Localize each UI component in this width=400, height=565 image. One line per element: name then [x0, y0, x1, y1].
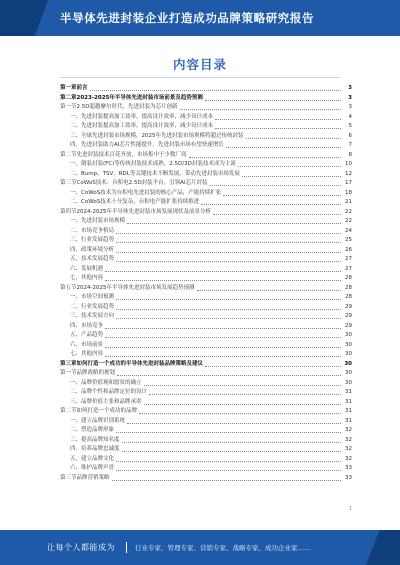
toc-entry-number: 一、: [70, 113, 82, 120]
toc-entry[interactable]: [60, 360, 352, 370]
toc-leader-dots: [105, 336, 341, 338]
toc-leader-dots: [139, 412, 341, 414]
toc-entry-page: 28: [345, 275, 352, 281]
toc-entry-page: 3: [348, 85, 352, 91]
toc-entry[interactable]: [60, 151, 352, 161]
toc-entry-title: 市场竞争格局: [81, 227, 115, 234]
toc-entry-number: 第一节: [60, 104, 77, 110]
toc-entry-number: 三、: [70, 436, 82, 443]
toc-entry-page: 24: [345, 227, 352, 234]
toc-entry-page: 22: [345, 208, 352, 215]
toc-entry[interactable]: [60, 170, 352, 180]
toc-entry-number: 一、: [70, 189, 82, 196]
toc-entry-page: 6: [348, 132, 352, 139]
toc-entry-number: 第四节: [60, 208, 77, 215]
toc-entry[interactable]: [60, 331, 352, 341]
report-title: 半导体先进封装企业打造成功品牌策略研究报告: [60, 11, 315, 25]
toc-entry-title: 如何打造一个成功的品牌: [76, 408, 138, 414]
toc-entry[interactable]: [60, 426, 352, 436]
toc-entry-title: 倒装封装(FC)等传统封装技术成熟，2.5D/3D封装技术成为主流: [81, 161, 236, 167]
toc-entry-page: 31: [345, 398, 352, 405]
toc-entry[interactable]: [60, 293, 352, 303]
toc-entry-title: 品牌战略的规划: [76, 370, 116, 376]
toc-entry[interactable]: [60, 284, 352, 294]
toc-entry-number: 三、: [70, 398, 82, 405]
toc-entry-page: 12: [345, 170, 352, 177]
toc-entry[interactable]: [60, 341, 352, 351]
toc-entry[interactable]: [60, 350, 352, 360]
toc-entry-number: 第三节: [60, 474, 77, 481]
toc-entry-page: 29: [345, 303, 352, 310]
toc-entry[interactable]: [60, 369, 352, 379]
toc-entry-title: 2023-2025年半导体先进封装市场前景及趋势预测: [76, 94, 203, 101]
toc-entry-title: 行业发展趋势: [81, 237, 115, 243]
toc-entry-page: 31: [345, 389, 352, 395]
toc-entry[interactable]: [60, 303, 352, 313]
toc-entry[interactable]: [60, 265, 352, 275]
toc-entry-number: 二、: [70, 199, 82, 205]
toc-entry-page: 30: [345, 379, 352, 386]
toc-entry[interactable]: [60, 445, 352, 455]
footer-accent-corner: [366, 530, 400, 565]
toc-leader-dots: [105, 355, 341, 357]
toc-leader-dots: [116, 460, 341, 462]
toc-leader-dots: [105, 270, 341, 272]
toc-entry[interactable]: [60, 407, 352, 417]
toc-entry[interactable]: [60, 436, 352, 446]
toc-entry-number: 一、: [70, 218, 82, 224]
toc-entry-page: 3: [348, 94, 352, 101]
toc-entry-page: 28: [345, 284, 352, 291]
toc-leader-dots: [213, 213, 341, 215]
toc-entry-page: 5: [348, 123, 352, 129]
toc-entry-number: 二、: [70, 227, 82, 234]
toc-leader-dots: [149, 393, 341, 395]
toc-entry-number: 七、: [70, 275, 82, 281]
toc-entry-title: 塑造品牌形象: [81, 427, 115, 433]
toc-entry-title: 政策环境分析: [81, 246, 115, 253]
toc-entry[interactable]: [60, 274, 352, 284]
toc-entry-title: 建立品牌识别系统: [81, 417, 126, 424]
toc-leader-dots: [116, 298, 341, 300]
toc-leader-dots: [105, 346, 341, 348]
toc-entry-title: Bump、TSV、RDL等关键技术不断发展，带动先进封装市场发展: [81, 170, 240, 177]
toc-leader-dots: [144, 384, 341, 386]
toc-entry-title: 先进封装提高加工效率，提高设计效率，减少设计成本: [81, 113, 214, 120]
toc-entry-page: 8: [348, 151, 352, 158]
toc-entry[interactable]: [60, 255, 352, 265]
toc-leader-dots: [112, 479, 341, 481]
toc-leader-dots: [215, 127, 341, 129]
toc-entry[interactable]: [60, 322, 352, 332]
toc-leader-dots: [242, 175, 341, 177]
toc-entry-number: 二、: [70, 123, 82, 129]
toc-entry-number: 六、: [70, 465, 82, 471]
toc-leader-dots: [105, 279, 341, 281]
toc-entry-title: 2024-2025年半导体先进封装市场发展趋势预测: [76, 284, 195, 291]
toc-leader-dots: [122, 441, 341, 443]
toc-entry-title: 市场竞争: [81, 322, 104, 329]
toc-leader-dots: [180, 108, 342, 110]
toc-entry-title: 先进封装助力AI芯片性能提升，先进封装市场有望快速增长: [81, 142, 224, 148]
toc-leader-dots: [122, 450, 341, 452]
toc-entry-title: 品牌营销策略: [76, 474, 110, 481]
toc-entry-page: 31: [345, 417, 352, 424]
toc-entry-title: CoWoS技术十分复杂，台积电产能扩张持续推进: [81, 199, 200, 205]
toc-entry-number: 一、: [70, 379, 82, 386]
toc-leader-dots: [189, 156, 341, 158]
toc-entry[interactable]: [60, 217, 352, 227]
toc-entry-number: 第二节: [60, 408, 77, 414]
toc-entry[interactable]: [60, 236, 352, 246]
toc-entry[interactable]: [60, 94, 352, 104]
toc-entry-page: 18: [345, 189, 352, 196]
toc-entry-title: 其他内容: [81, 275, 104, 281]
footer-slogan: 让每个人都能成为: [47, 543, 115, 552]
toc-entry-page: 33: [345, 474, 352, 481]
toc-entry-page: 21: [345, 199, 352, 205]
page-number: 1: [348, 506, 352, 512]
toc-entry[interactable]: [60, 122, 352, 132]
toc-entry-page: 29: [345, 313, 352, 319]
toc-entry-number: 五、: [70, 455, 82, 462]
toc-entry-title: 先进封装技术百花齐放，市场集中于少数厂商: [76, 151, 187, 158]
toc-entry-number: 二、: [70, 170, 82, 177]
toc-entry[interactable]: [60, 189, 352, 199]
toc-entry-page: 27: [345, 265, 352, 272]
toc-leader-dots: [116, 251, 341, 253]
toc-entry[interactable]: [60, 103, 352, 113]
toc-leader-dots: [127, 422, 341, 424]
toc-entry-number: 第二节: [60, 151, 77, 158]
toc-entry-number: 六、: [70, 265, 82, 272]
toc-entry-page: 32: [345, 427, 352, 433]
toc-entry-title: 全球先进封装市场规模，2025年先进封装市场规模将超过传统封装: [81, 132, 244, 139]
toc-entry-number: 七、: [70, 351, 82, 357]
toc-entry-page: 28: [345, 294, 352, 300]
toc-entry-number: 五、: [70, 256, 82, 262]
toc-entry-title: 品牌个性和品牌定位的设计: [81, 389, 148, 395]
toc-entry-title: 前言: [76, 85, 88, 91]
toc-leader-dots: [238, 165, 341, 167]
toc-entry-number: 六、: [70, 341, 82, 348]
toc-entry-number: 一、: [70, 417, 82, 424]
toc-entry-page: 32: [345, 436, 352, 443]
toc-entry-page: 26: [345, 246, 352, 253]
toc-entry-page: 31: [345, 408, 352, 414]
toc-entry[interactable]: [60, 132, 352, 142]
toc-divider: [60, 77, 340, 78]
toc-entry-number: 一、: [70, 161, 82, 167]
toc-entry[interactable]: [60, 417, 352, 427]
toc-leader-dots: [127, 222, 341, 224]
footer-band: [0, 530, 400, 565]
toc-leader-dots: [210, 184, 341, 186]
toc-leader-dots: [116, 469, 341, 471]
toc-leader-dots: [205, 365, 341, 367]
toc-entry-number: 第二章: [60, 94, 77, 101]
toc-entry[interactable]: [60, 160, 352, 170]
toc-entry-number: 三、: [70, 313, 82, 319]
toc-entry[interactable]: [60, 208, 352, 218]
toc-entry[interactable]: [60, 84, 352, 94]
toc-entry-title: 维护品牌声誉: [81, 465, 115, 471]
toc-entry-number: 五、: [70, 332, 82, 338]
toc-leader-dots: [90, 89, 341, 91]
toc-entry-title: 发展机遇: [81, 265, 104, 272]
toc-entry-number: 二、: [70, 427, 82, 433]
toc-entry[interactable]: [60, 227, 352, 237]
header-accent-corner: [0, 0, 48, 36]
toc-entry-page: 7: [348, 142, 352, 148]
toc-entry-number: 一、: [70, 294, 82, 300]
toc-entry-title: 品牌价值主张和品牌承诺: [81, 398, 142, 405]
toc-entry-page: 29: [345, 322, 352, 329]
toc-leader-dots: [116, 241, 341, 243]
toc-entry[interactable]: [60, 398, 352, 408]
toc-leader-dots: [116, 260, 341, 262]
toc-leader-dots: [116, 317, 341, 319]
toc-entry-title: 行业发展趋势: [81, 303, 115, 310]
toc-leader-dots: [116, 232, 341, 234]
toc-entry-page: 27: [345, 256, 352, 262]
toc-entry-title: 如何打造一个成功的半导体先进封装品牌策略及建议: [76, 360, 204, 367]
toc-leader-dots: [116, 431, 341, 433]
toc-entry-title: CoWoS技术为台积电先进封装的核心产品，产能持续扩张: [81, 189, 222, 196]
toc-entry-number: 四、: [70, 246, 82, 253]
footer-experts-text: 行业专家、管理专家、营销专家、战略专家、成功企业家……: [135, 544, 311, 552]
toc-entry-number: 第一章: [60, 85, 77, 91]
toc-entry-number: 三、: [70, 237, 82, 243]
toc-entry-page: 33: [345, 465, 352, 471]
toc-entry[interactable]: [60, 312, 352, 322]
toc-entry-page: 30: [345, 332, 352, 338]
toc-entry[interactable]: [60, 379, 352, 389]
toc-entry-page: 30: [345, 341, 352, 348]
toc-entry-page: 4: [348, 113, 352, 120]
toc-entry[interactable]: [60, 179, 352, 189]
toc-entry-number: 三、: [70, 132, 82, 139]
toc-entry[interactable]: [60, 455, 352, 465]
toc-entry-title: 产品趋势: [81, 332, 104, 338]
toc-entry-page: 32: [345, 455, 352, 462]
toc-entry-number: 四、: [70, 446, 82, 452]
toc-leader-dots: [223, 194, 341, 196]
toc-entry-title: 2024-2025年半导体先进封装市场发展现状及前景分析: [76, 208, 211, 215]
toc-leader-dots: [144, 403, 341, 405]
toc-entry-page: 30: [344, 360, 352, 367]
toc-leader-dots: [201, 203, 341, 205]
toc-leader-dots: [105, 327, 341, 329]
toc-entry-title: 培养品牌忠诚度: [81, 446, 120, 452]
toc-entry-page: 10: [345, 161, 352, 167]
toc-entry-title: 其他内容: [81, 351, 104, 357]
toc-entry-page: 22: [345, 218, 352, 224]
toc-entry-number: 第一节: [60, 370, 77, 376]
toc-entry-title: 2.5D超越摩尔时代，先进封装为芯片创新: [76, 104, 178, 110]
toc-entry-title: 技术发展方向: [81, 313, 115, 319]
toc-entry-title: 先进封装市场规模: [81, 218, 126, 224]
toc-entry-number: 第三章: [60, 360, 77, 367]
toc-entry-page: 30: [345, 351, 352, 357]
toc-leader-dots: [205, 99, 341, 101]
toc-entry-number: 四、: [70, 142, 82, 148]
toc-entry-title: 技术发展趋势: [81, 256, 115, 262]
toc-entry-title: 建立品牌文化: [81, 455, 115, 462]
toc-entry-title: CoWoS技术：台积电2.5D封装平台，引领AI芯片封装: [76, 180, 208, 186]
toc-entry[interactable]: [60, 113, 352, 123]
table-of-contents: [60, 84, 352, 483]
toc-entry-number: 四、: [70, 322, 82, 329]
toc-entry-page: 17: [345, 180, 352, 186]
toc-entry-title: 市场前景: [81, 341, 104, 348]
toc-entry-page: 30: [345, 370, 352, 376]
toc-leader-dots: [246, 137, 341, 139]
toc-leader-dots: [117, 374, 341, 376]
toc-entry-title: 品牌价值观和愿景的确立: [81, 379, 142, 386]
toc-entry[interactable]: [60, 141, 352, 151]
toc-entry-number: 二、: [70, 389, 82, 395]
header-band: [0, 0, 400, 36]
toc-leader-dots: [226, 146, 341, 148]
toc-entry-number: 第五节: [60, 284, 77, 291]
toc-heading: 内容目录: [172, 57, 227, 72]
toc-entry[interactable]: [60, 246, 352, 256]
toc-entry[interactable]: [60, 388, 352, 398]
toc-entry[interactable]: [60, 464, 352, 474]
toc-entry-title: 先进封装提高加工效率，提高设计效率，减少设计成本: [81, 123, 214, 129]
toc-entry-title: 提高品牌知名度: [81, 436, 120, 443]
toc-entry[interactable]: [60, 198, 352, 208]
toc-entry-page: 25: [345, 237, 352, 243]
toc-entry[interactable]: [60, 474, 352, 484]
toc-leader-dots: [197, 289, 342, 291]
toc-entry-page: 3: [348, 104, 352, 110]
toc-leader-dots: [215, 118, 341, 120]
footer-separator: [126, 542, 127, 553]
toc-entry-number: 二、: [70, 303, 82, 310]
toc-entry-number: 第三节: [60, 180, 77, 186]
toc-entry-title: 市场空间预测: [81, 294, 115, 300]
toc-leader-dots: [116, 308, 341, 310]
toc-entry-page: 32: [345, 446, 352, 452]
